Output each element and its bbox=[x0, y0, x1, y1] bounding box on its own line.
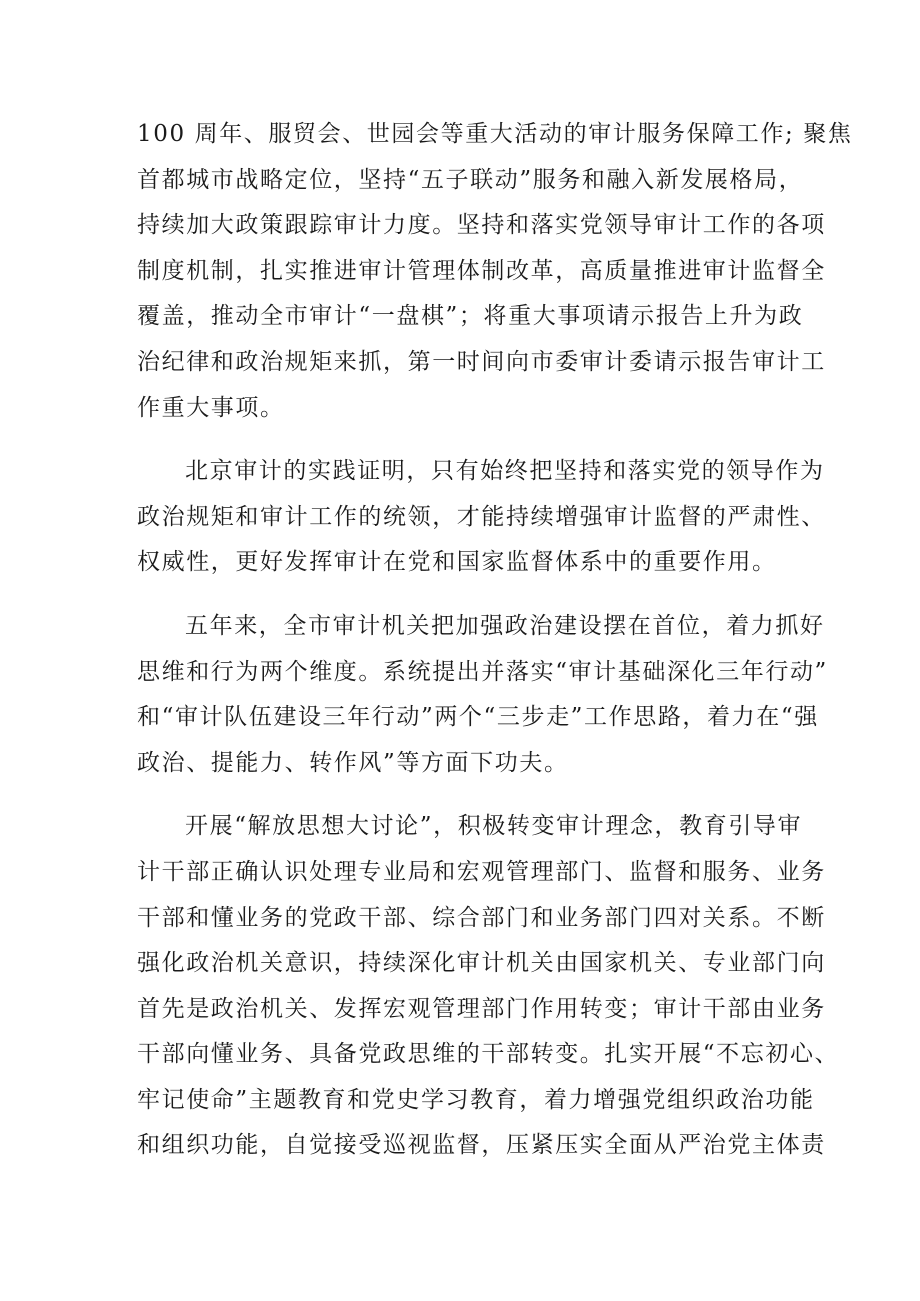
paragraph-line: 首都城市战略定位，坚持“五子联动”服务和融入新发展格局， bbox=[137, 166, 804, 193]
paragraph-line: 干部和懂业务的党政干部、综合部门和业务部门四对关系。不断 bbox=[137, 904, 826, 931]
paragraph-line: 政治、提能力、转作风”等方面下功夫。 bbox=[137, 749, 569, 776]
paragraph-line: 和组织功能，自觉接受巡视监督，压紧压实全面从严治党主体责 bbox=[137, 1132, 826, 1159]
paragraph-line: 政治规矩和审计工作的统领，才能持续增强审计监督的严肃性、 bbox=[137, 503, 826, 530]
paragraph-line: 牢记使命”主题教育和党史学习教育，着力增强党组织政治功能 bbox=[137, 1086, 815, 1113]
paragraph-4 bbox=[137, 804, 840, 1169]
paragraph-line: 强化政治机关意识，持续深化审计机关由国家机关、专业部门向 bbox=[137, 950, 826, 977]
paragraph-line: 持续加大政策跟踪审计力度。坚持和落实党领导审计工作的各项 bbox=[137, 212, 826, 239]
paragraph-line: 100 周年、服贸会、世园会等重大活动的审计服务保障工作; 聚焦 bbox=[137, 121, 853, 147]
paragraph-line: 和“审计队伍建设三年行动”两个“三步走”工作思路，着力在“强 bbox=[137, 704, 819, 731]
paragraph-3 bbox=[137, 604, 828, 786]
paragraph-line: 北京审计的实践证明，只有始终把坚持和落实党的领导作为 bbox=[185, 458, 825, 485]
paragraph-2 bbox=[137, 449, 826, 586]
paragraph-1 bbox=[137, 112, 853, 431]
paragraph-line: 覆盖，推动全市审计“一盘棋”；将重大事项请示报告上升为政 bbox=[137, 303, 804, 330]
paragraph-line: 制度机制，扎实推进审计管理体制改革，高质量推进审计监督全 bbox=[137, 257, 826, 284]
paragraph-line: 权威性，更好发挥审计在党和国家监督体系中的重要作用。 bbox=[137, 549, 777, 576]
paragraph-line: 开展“解放思想大讨论”，积极转变审计理念，教育引导审 bbox=[185, 813, 803, 840]
paragraph-line: 首先是政治机关、发挥宏观管理部门作用转变；审计干部由业务 bbox=[137, 995, 826, 1022]
paragraph-spacer bbox=[137, 586, 797, 604]
paragraph-line: 治纪律和政治规矩来抓，第一时间向市委审计委请示报告审计工 bbox=[137, 348, 826, 375]
paragraph-line: 思维和行为两个维度。系统提出并落实“审计基础深化三年行动” bbox=[137, 658, 828, 685]
paragraph-line: 作重大事项。 bbox=[137, 394, 285, 421]
paragraph-line: 计干部正确认识处理专业局和宏观管理部门、监督和服务、业务 bbox=[137, 858, 826, 885]
paragraph-line: 五年来，全市审计机关把加强政治建设摆在首位，着力抓好 bbox=[185, 612, 825, 639]
paragraph-spacer bbox=[137, 431, 797, 449]
paragraph-line: 干部向懂业务、具备党政思维的干部转变。扎实开展“不忘初心、 bbox=[137, 1041, 840, 1068]
document-body bbox=[137, 112, 853, 1169]
paragraph-spacer bbox=[137, 786, 797, 804]
